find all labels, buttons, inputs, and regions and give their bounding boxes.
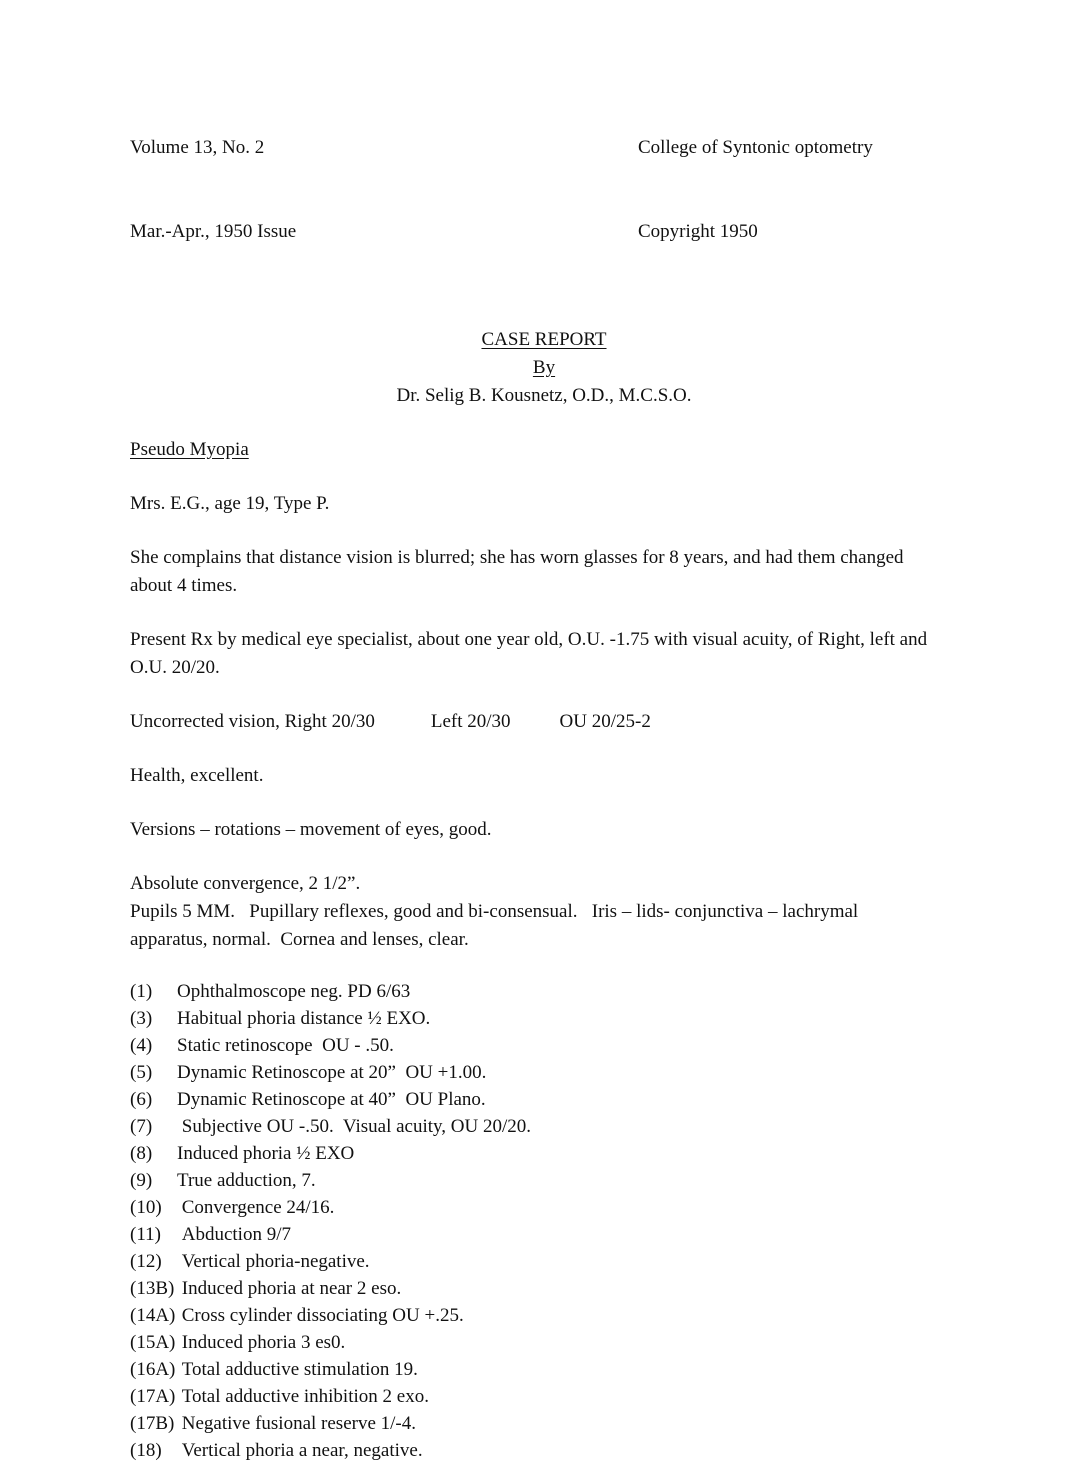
section-heading-block [130, 436, 958, 464]
finding-row [130, 1194, 958, 1221]
masthead-right [638, 78, 958, 302]
finding-row [130, 1383, 958, 1410]
finding-text: Subjective OU -.50. Visual acuity, OU 20/20. [177, 1116, 532, 1137]
finding-row [130, 1410, 958, 1437]
volume-line: Volume 13, No. 2 [130, 137, 265, 158]
finding-row [130, 1356, 958, 1383]
finding-text: Abduction 9/7 [177, 1224, 291, 1245]
finding-row [130, 1059, 958, 1086]
finding-number: (7) [130, 1116, 153, 1137]
finding-number: (17A) [130, 1386, 176, 1407]
finding-text: Convergence 24/16. [177, 1197, 335, 1218]
finding-row [130, 1140, 958, 1167]
finding-text: Cross cylinder dissociating OU +.25. [177, 1305, 464, 1326]
finding-text: Dynamic Retinoscope at 20” OU +1.00. [177, 1062, 487, 1083]
finding-number: (16A) [130, 1359, 176, 1380]
finding-row [130, 1329, 958, 1356]
finding-number: (10) [130, 1197, 162, 1218]
uncorrected-vision-line [130, 708, 958, 736]
finding-number: (1) [130, 981, 153, 1002]
pupils-line-1: Pupils 5 MM. Pupillary reflexes, good and bi-consensual. Iris – lids- conjunctiva – lachrymal [130, 901, 859, 922]
finding-text: Habitual phoria distance ½ EXO. [177, 1008, 431, 1029]
finding-text: True adduction, 7. [177, 1170, 316, 1191]
finding-text: Vertical phoria a near, negative. [177, 1440, 423, 1461]
finding-number: (5) [130, 1062, 153, 1083]
finding-number: (8) [130, 1143, 153, 1164]
copyright-line: Copyright 1950 [638, 221, 758, 242]
issue-line: Mar.-Apr., 1950 Issue [130, 221, 297, 242]
health-line: Health, excellent. [130, 765, 264, 786]
finding-text: Vertical phoria-negative. [177, 1251, 370, 1272]
vision-left: Left 20/30 [430, 711, 511, 732]
complaint-line-1: She complains that distance vision is blurred; she has worn glasses for 8 years, and had them changed [130, 547, 904, 568]
rx-paragraph [130, 626, 958, 682]
finding-number: (18) [130, 1440, 162, 1461]
vision-right: Uncorrected vision, Right 20/30 [130, 711, 375, 732]
vision-ou: OU 20/25-2 [559, 711, 651, 732]
complaint-paragraph [130, 544, 958, 600]
rx-line-2: O.U. 20/20. [130, 657, 220, 678]
report-title: CASE REPORT [481, 329, 607, 350]
finding-row [130, 978, 958, 1005]
finding-text: Total adductive stimulation 19. [177, 1359, 418, 1380]
finding-text: Total adductive inhibition 2 exo. [177, 1386, 429, 1407]
finding-row [130, 1113, 958, 1140]
finding-row [130, 1437, 958, 1464]
complaint-line-2: about 4 times. [130, 575, 238, 596]
finding-text: Ophthalmoscope neg. PD 6/63 [177, 981, 411, 1002]
masthead-left [130, 78, 638, 302]
finding-number: (17B) [130, 1413, 175, 1434]
finding-text: Induced phoria 3 es0. [177, 1332, 346, 1353]
finding-number: (14A) [130, 1305, 176, 1326]
convergence-pupils-paragraph [130, 870, 958, 954]
finding-text: Negative fusional reserve 1/-4. [177, 1413, 416, 1434]
institution-line: College of Syntonic optometry [638, 137, 873, 158]
pupils-line-2: apparatus, normal. Cornea and lenses, clear. [130, 929, 469, 950]
finding-row [130, 1302, 958, 1329]
author-line: Dr. Selig B. Kousnetz, O.D., M.C.S.O. [396, 385, 692, 406]
rx-line-1: Present Rx by medical eye specialist, about one year old, O.U. -1.75 with visual acuity, of Right, left and [130, 629, 928, 650]
convergence-line: Absolute convergence, 2 1/2”. [130, 873, 361, 894]
finding-row [130, 1032, 958, 1059]
versions-line: Versions – rotations – movement of eyes, good. [130, 819, 492, 840]
finding-text: Dynamic Retinoscope at 40” OU Plano. [177, 1089, 486, 1110]
byline-label: By [532, 357, 556, 378]
findings-list [130, 978, 958, 1464]
finding-text: Static retinoscope OU - .50. [177, 1035, 394, 1056]
finding-text: Induced phoria ½ EXO [177, 1143, 355, 1164]
finding-number: (15A) [130, 1332, 176, 1353]
masthead [130, 78, 958, 302]
finding-row [130, 1005, 958, 1032]
finding-number: (12) [130, 1251, 162, 1272]
finding-row [130, 1275, 958, 1302]
finding-text: Induced phoria at near 2 eso. [177, 1278, 402, 1299]
section-heading: Pseudo Myopia [130, 439, 249, 460]
title-block [130, 326, 958, 410]
finding-number: (11) [130, 1224, 161, 1245]
finding-number: (6) [130, 1089, 153, 1110]
finding-number: (3) [130, 1008, 153, 1029]
finding-row [130, 1221, 958, 1248]
finding-number: (9) [130, 1170, 153, 1191]
finding-row [130, 1248, 958, 1275]
finding-row [130, 1167, 958, 1194]
patient-line: Mrs. E.G., age 19, Type P. [130, 493, 330, 514]
finding-number: (4) [130, 1035, 153, 1056]
finding-row [130, 1086, 958, 1113]
finding-number: (13B) [130, 1278, 175, 1299]
